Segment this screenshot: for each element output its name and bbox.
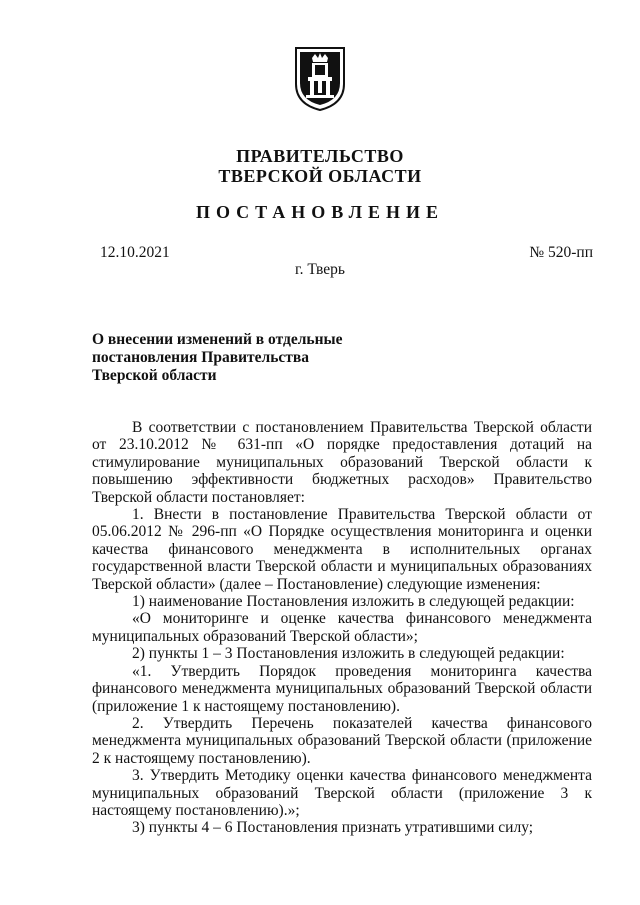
document-number: № 520-пп [529,244,593,261]
body-paragraph-new-point-3: 3. Утвердить Методику оценки качества финансового менеджмента муниципальных образований Тверской области (приложение 3 к настоящему постановлению).»; [92,767,592,819]
document-date: 12.10.2021 [100,244,170,261]
body-paragraph-subitem-3: 3) пункты 4 – 6 Постановления признать утратившими силу; [132,819,534,837]
tver-coat-of-arms-icon [292,44,348,112]
body-paragraph-preamble: В соответствии с постановлением Правительства Тверской области от 23.10.2012 № 631-пп «О порядке предоставления дотаций на стимулирование муниципальных образований Тверской области к повышению эффективности бюджетных расходов» Правительство Тверской области постановляет: [92,419,592,506]
document-subject [92,331,392,385]
body-paragraph-subitem-2: 2) пункты 1 – 3 Постановления изложить в следующей редакции: [132,645,565,663]
document-type: ПОСТАНОВЛЕНИЕ [195,202,445,222]
body-paragraph-new-title: «О мониторинге и оценке качества финансового менеджмента муниципальных образований Тверской области»; [92,610,592,645]
government-title-line2: ТВЕРСКОЙ ОБЛАСТИ [218,166,422,186]
body-paragraph-new-point-1: «1. Утвердить Порядок проведения мониторинга качества финансового менеджмента муниципальных образований Тверской области (приложение 1 к настоящему постановлению). [92,662,592,715]
subject-line-2: постановления Правительства [92,349,309,366]
body-paragraph-subitem-1: 1) наименование Постановления изложить в следующей редакции: [132,593,575,611]
subject-line-3: Тверской области [92,367,217,384]
subject-line-1: О внесении изменений в отдельные [92,331,343,348]
body-paragraph-item-1: 1. Внести в постановление Правительства Тверской области от 05.06.2012 № 296-пп «О Порядке осуществления мониторинга и оценки качества финансового менеджмента в исполнительных органах государственной власти Тверской области и муниципальных образованиях Тверской области» (далее – Постановление) следующие изменения: [92,506,592,593]
document-body [92,419,592,837]
body-paragraph-new-point-2: 2. Утвердить Перечень показателей качества финансового менеджмента муниципальных образований Тверской области (приложение 2 к настоящему постановлению). [92,714,592,767]
government-title-line1: ПРАВИТЕЛЬСТВО [236,146,404,166]
document-city: г. Тверь [295,261,345,278]
